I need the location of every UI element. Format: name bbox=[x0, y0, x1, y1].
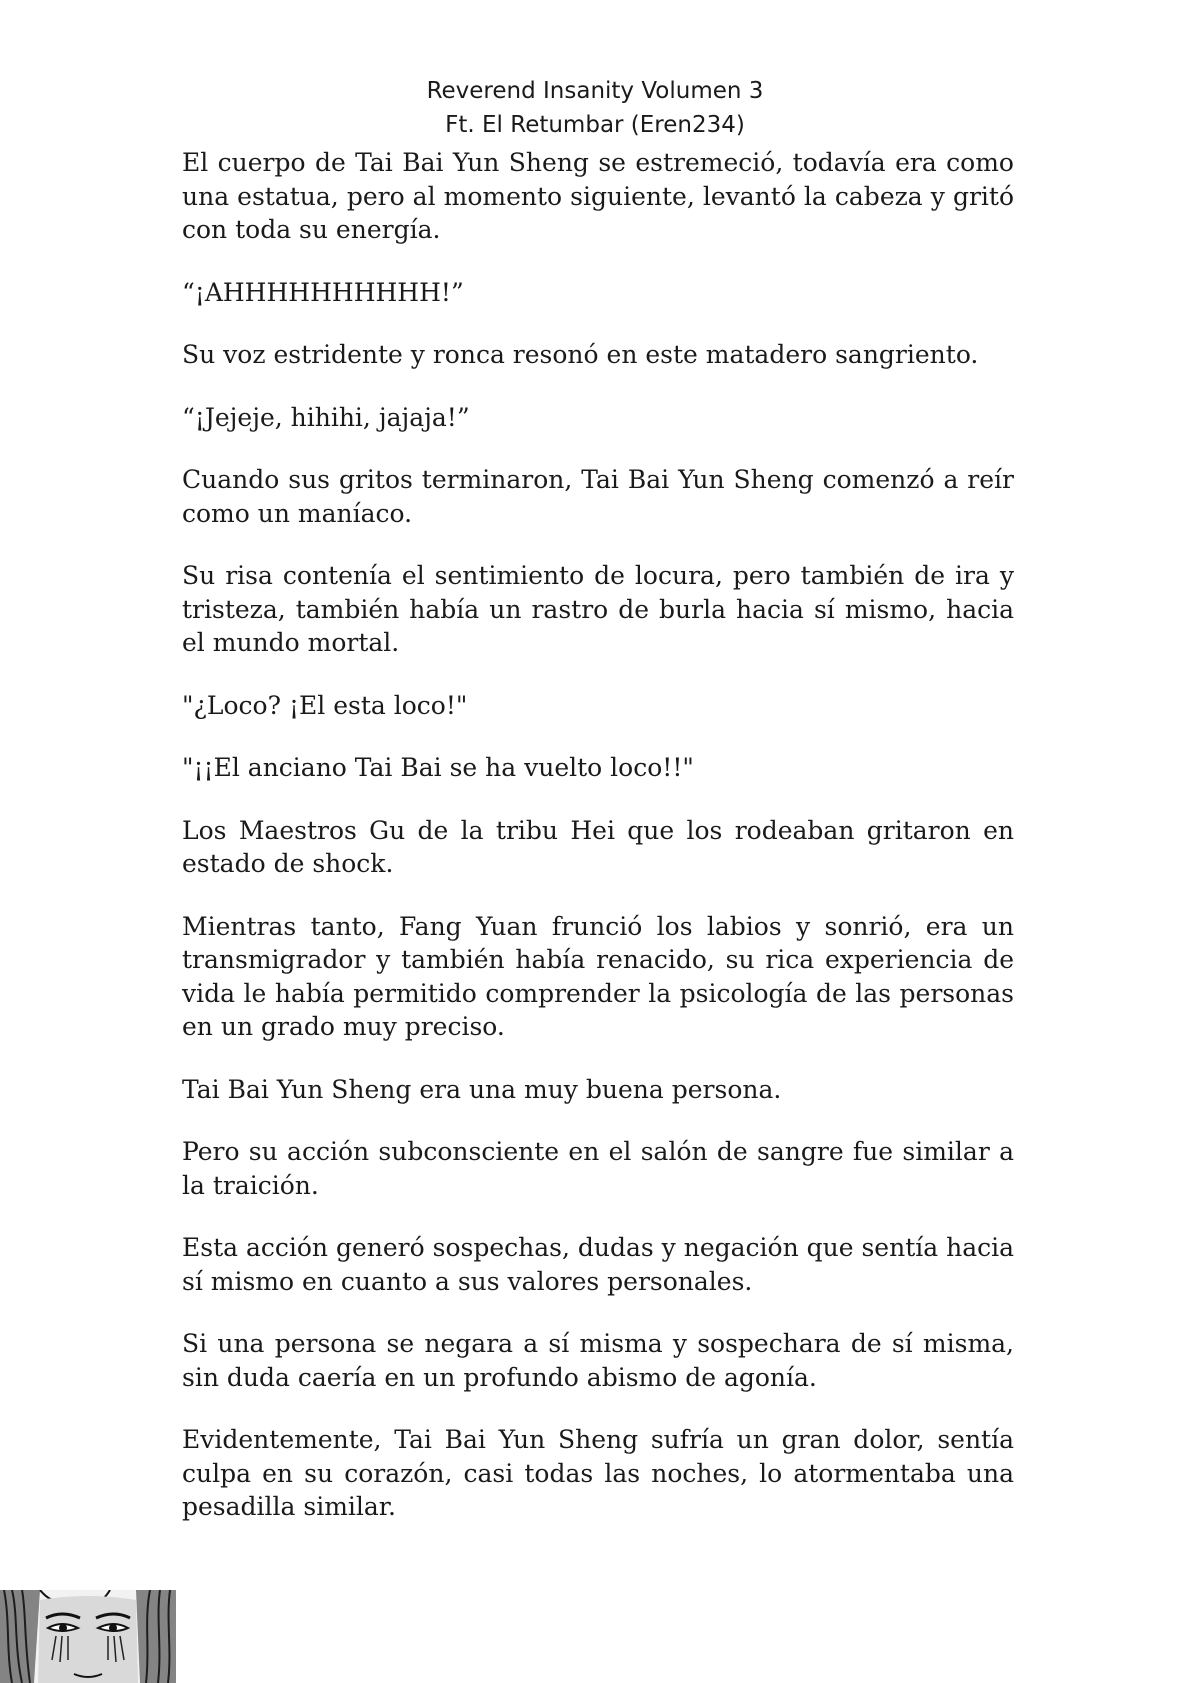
chapter-body bbox=[182, 146, 1014, 1553]
paragraph: "¿Loco? ¡El esta loco!" bbox=[182, 690, 468, 720]
header-title-line-2: Ft. El Retumbar (Eren234) bbox=[445, 112, 745, 138]
paragraph: Pero su acción subconsciente en el salón de sangre fue similar a la traición. bbox=[182, 1137, 1014, 1200]
paragraph: "¡¡El anciano Tai Bai se ha vuelto loco!!" bbox=[182, 753, 694, 782]
header-title-line-1: Reverend Insanity Volumen 3 bbox=[426, 78, 764, 104]
paragraph: Si una persona se negara a sí misma y sospechara de sí misma, sin duda caería en un profundo abismo de agonía. bbox=[182, 1329, 1014, 1392]
paragraph: Su risa contenía el sentimiento de locura, pero también de ira y tristeza, también había un rastro de burla hacia sí mismo, hacia el mundo mortal. bbox=[182, 561, 1014, 657]
portrait-illustration bbox=[0, 1590, 176, 1683]
paragraph: Cuando sus gritos terminaron, Tai Bai Yun Sheng comenzó a reír como un maníaco. bbox=[182, 465, 1014, 528]
paragraph: “¡AHHHHHHHHHH!” bbox=[182, 277, 464, 307]
paragraph: El cuerpo de Tai Bai Yun Sheng se estremeció, todavía era como una estatua, pero al momento siguiente, levantó la cabeza y gritó con toda su energía. bbox=[182, 148, 1014, 244]
paragraph: Los Maestros Gu de la tribu Hei que los rodeaban gritaron en estado de shock. bbox=[182, 815, 1014, 878]
page-header bbox=[0, 74, 1190, 142]
manga-portrait-image bbox=[0, 1590, 176, 1683]
paragraph: Esta acción generó sospechas, dudas y negación que sentía hacia sí mismo en cuanto a sus valores personales. bbox=[182, 1233, 1014, 1296]
paragraph: Mientras tanto, Fang Yuan frunció los labios y sonrió, era un transmigrador y también había renacido, su rica experiencia de vida le había permitido comprender la psicología de las personas en un grado muy preciso. bbox=[182, 911, 1014, 1041]
paragraph: Su voz estridente y ronca resonó en este matadero sangriento. bbox=[182, 340, 979, 369]
paragraph: Tai Bai Yun Sheng era una muy buena persona. bbox=[182, 1074, 782, 1104]
paragraph: Evidentemente, Tai Bai Yun Sheng sufría un gran dolor, sentía culpa en su corazón, casi todas las noches, lo atormentaba una pesadilla similar. bbox=[182, 1425, 1014, 1521]
paragraph: “¡Jejeje, hihihi, jajaja!” bbox=[182, 402, 470, 432]
